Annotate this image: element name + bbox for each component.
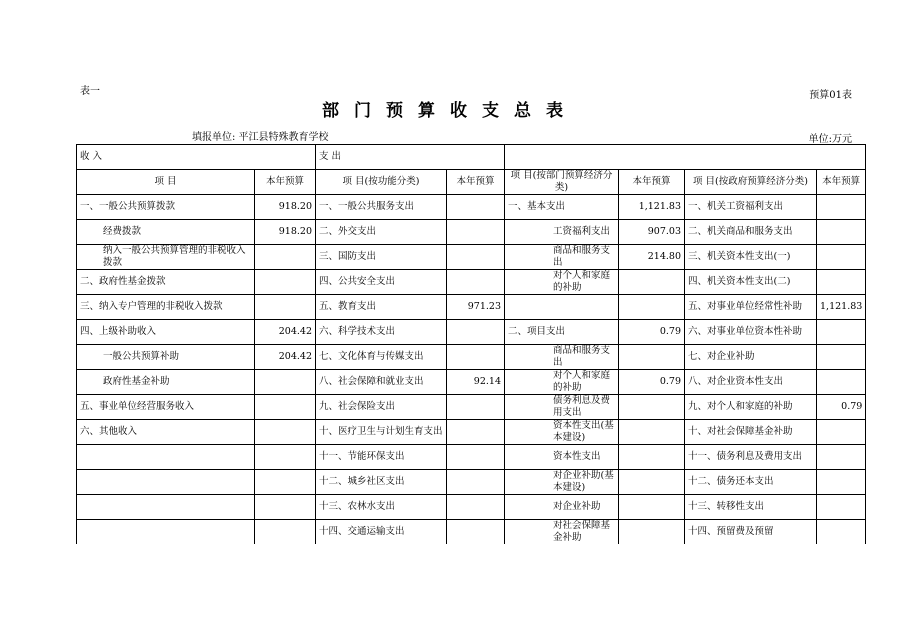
col-gov-item: 项 目(按政府预算经济分类) [685, 170, 817, 195]
reporting-unit: 填报单位: 平江县特殊教育学校 [192, 132, 329, 143]
budget-cell [619, 495, 685, 520]
budget-cell [619, 270, 685, 295]
item-cell: 八、社会保障和就业支出 [316, 370, 447, 395]
budget-cell [447, 195, 505, 220]
item-cell: 五、教育支出 [316, 295, 447, 320]
budget-cell [817, 470, 866, 495]
item-cell [77, 520, 255, 545]
item-cell: 六、科学技术支出 [316, 320, 447, 345]
item-cell: 资本性支出 [505, 445, 619, 470]
table-row [77, 320, 866, 345]
budget-cell: 0.79 [619, 320, 685, 345]
budget-cell [255, 295, 316, 320]
item-cell: 十二、城乡社区支出 [316, 470, 447, 495]
item-cell: 九、社会保险支出 [316, 395, 447, 420]
item-cell: 经费拨款 [77, 220, 255, 245]
item-cell [77, 445, 255, 470]
item-cell: 八、对企业资本性支出 [685, 370, 817, 395]
budget-cell [447, 220, 505, 245]
item-cell [77, 495, 255, 520]
budget-cell [619, 420, 685, 445]
budget-cell [447, 245, 505, 270]
budget-cell: 971.23 [447, 295, 505, 320]
budget-cell [255, 495, 316, 520]
budget-cell [817, 345, 866, 370]
table-row [77, 345, 866, 370]
col-func-item: 项 目(按功能分类) [316, 170, 447, 195]
budget-cell [447, 470, 505, 495]
budget-cell [619, 345, 685, 370]
item-cell: 四、公共安全支出 [316, 270, 447, 295]
item-cell: 商品和服务支出 [505, 345, 619, 370]
item-cell: 对个人和家庭的补助 [505, 270, 619, 295]
table-row [77, 520, 866, 545]
budget-cell [817, 520, 866, 545]
item-cell: 四、上级补助收入 [77, 320, 255, 345]
budget-cell [447, 395, 505, 420]
item-cell: 商品和服务支出 [505, 245, 619, 270]
item-cell: 资本性支出(基本建设) [505, 420, 619, 445]
budget-cell [255, 470, 316, 495]
table-row [77, 270, 866, 295]
table-row [77, 370, 866, 395]
item-cell: 对企业补助 [505, 495, 619, 520]
item-cell: 纳入一般公共预算管理的非税收入拨款 [77, 245, 255, 270]
budget-cell [447, 270, 505, 295]
item-cell: 工资福利支出 [505, 220, 619, 245]
budget-cell [447, 320, 505, 345]
col-gov-budget: 本年预算 [817, 170, 866, 195]
budget-cell [817, 220, 866, 245]
item-cell: 十、医疗卫生与计划生育支出 [316, 420, 447, 445]
table-row [77, 420, 866, 445]
budget-cell [447, 520, 505, 545]
budget-cell [817, 245, 866, 270]
table-row [77, 495, 866, 520]
col-func-budget: 本年预算 [447, 170, 505, 195]
item-cell: 二、项目支出 [505, 320, 619, 345]
item-cell: 二、政府性基金拨款 [77, 270, 255, 295]
col-income-budget: 本年预算 [255, 170, 316, 195]
col-dept-budget: 本年预算 [619, 170, 685, 195]
budget-cell: 1,121.83 [619, 195, 685, 220]
budget-cell [447, 345, 505, 370]
budget-cell: 92.14 [447, 370, 505, 395]
item-cell [77, 470, 255, 495]
budget-cell [619, 295, 685, 320]
budget-cell: 918.20 [255, 195, 316, 220]
budget-cell [447, 420, 505, 445]
table-row [77, 395, 866, 420]
budget-cell [619, 395, 685, 420]
budget-cell [817, 195, 866, 220]
item-cell: 九、对个人和家庭的补助 [685, 395, 817, 420]
item-cell: 对个人和家庭的补助 [505, 370, 619, 395]
col-income-item: 项 目 [77, 170, 255, 195]
currency-unit: 单位:万元 [808, 134, 852, 145]
budget-cell [619, 520, 685, 545]
budget-cell [255, 395, 316, 420]
table-row [77, 295, 866, 320]
item-cell: 一、基本支出 [505, 195, 619, 220]
budget-cell [255, 270, 316, 295]
budget-cell [619, 445, 685, 470]
table-row [77, 245, 866, 270]
item-cell: 一、一般公共预算拨款 [77, 195, 255, 220]
table-row [77, 220, 866, 245]
item-cell: 六、对事业单位资本性补助 [685, 320, 817, 345]
page-title: 部门预算收支总表 [322, 101, 578, 121]
table-row [77, 470, 866, 495]
budget-cell [817, 320, 866, 345]
item-cell: 十、对社会保障基金补助 [685, 420, 817, 445]
item-cell: 对企业补助(基本建设) [505, 470, 619, 495]
budget-cell [255, 245, 316, 270]
table-row [77, 195, 866, 220]
budget-cell: 214.80 [619, 245, 685, 270]
item-cell: 二、外交支出 [316, 220, 447, 245]
budget-cell [817, 495, 866, 520]
item-cell: 十一、债务利息及费用支出 [685, 445, 817, 470]
budget-cell [447, 445, 505, 470]
budget-cell [619, 470, 685, 495]
item-cell: 六、其他收入 [77, 420, 255, 445]
budget-summary-table [76, 144, 866, 544]
item-cell: 债务利息及费用支出 [505, 395, 619, 420]
budget-cell [817, 270, 866, 295]
table-code: 预算01表 [809, 90, 852, 101]
budget-cell [817, 370, 866, 395]
budget-cell [817, 420, 866, 445]
item-cell: 三、国防支出 [316, 245, 447, 270]
budget-cell: 907.03 [619, 220, 685, 245]
item-cell: 对社会保障基金补助 [505, 520, 619, 545]
item-cell: 十四、交通运输支出 [316, 520, 447, 545]
budget-cell: 204.42 [255, 345, 316, 370]
budget-cell [255, 445, 316, 470]
item-cell: 三、机关资本性支出(一) [685, 245, 817, 270]
budget-cell [817, 445, 866, 470]
item-cell: 十三、农林水支出 [316, 495, 447, 520]
item-cell: 五、事业单位经营服务收入 [77, 395, 255, 420]
table-number: 表一 [80, 86, 100, 97]
item-cell: 一般公共预算补助 [77, 345, 255, 370]
budget-cell: 0.79 [619, 370, 685, 395]
item-cell: 七、对企业补助 [685, 345, 817, 370]
budget-cell [255, 520, 316, 545]
item-cell: 二、机关商品和服务支出 [685, 220, 817, 245]
budget-cell [447, 495, 505, 520]
budget-cell: 918.20 [255, 220, 316, 245]
item-cell: 七、文化体育与传媒支出 [316, 345, 447, 370]
item-cell: 三、纳入专户管理的非税收入拨款 [77, 295, 255, 320]
expense-group-header: 支 出 [316, 145, 447, 170]
item-cell: 一、机关工资福利支出 [685, 195, 817, 220]
budget-cell: 204.42 [255, 320, 316, 345]
budget-cell: 1,121.83 [817, 295, 866, 320]
item-cell: 十一、节能环保支出 [316, 445, 447, 470]
item-cell: 四、机关资本性支出(二) [685, 270, 817, 295]
item-cell: 政府性基金补助 [77, 370, 255, 395]
income-group-header: 收 入 [77, 145, 255, 170]
item-cell [505, 295, 619, 320]
budget-cell [255, 420, 316, 445]
item-cell: 五、对事业单位经常性补助 [685, 295, 817, 320]
table-row [77, 445, 866, 470]
item-cell: 十二、债务还本支出 [685, 470, 817, 495]
col-dept-item: 项 目(按部门预算经济分类) [505, 170, 619, 195]
budget-cell [255, 370, 316, 395]
budget-cell: 0.79 [817, 395, 866, 420]
item-cell: 十四、预留费及预留 [685, 520, 817, 545]
item-cell: 十三、转移性支出 [685, 495, 817, 520]
item-cell: 一、一般公共服务支出 [316, 195, 447, 220]
